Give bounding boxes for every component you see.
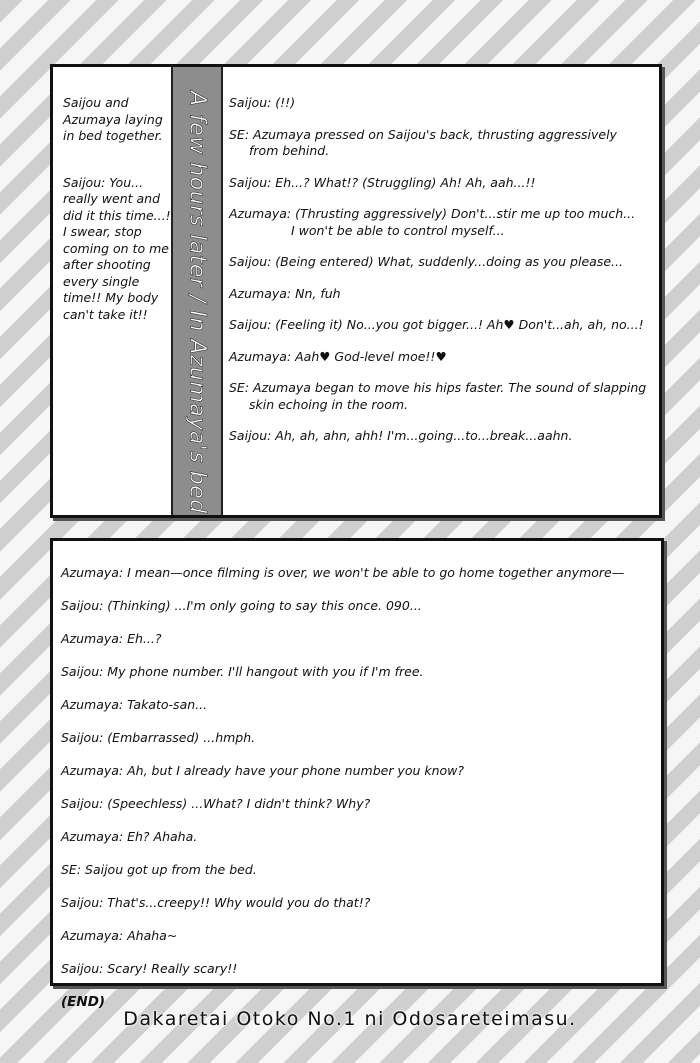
dialogue-line: Azumaya: Eh? Ahaha. bbox=[61, 829, 198, 844]
series-title: Dakaretai Otoko No.1 ni Odosareteimasu. bbox=[123, 1008, 577, 1030]
dialogue-line: Azumaya: Aah♥ God-level moe!!♥ bbox=[229, 348, 447, 364]
dialogue-line: Saijou: (Embarrassed) ...hmph. bbox=[61, 730, 256, 745]
dialogue-line: Azumaya: Ah, but I already have your phone number you know? bbox=[61, 763, 465, 778]
scene-caption: A few hours later / In Azumaya's bed bbox=[184, 91, 210, 514]
dialogue-line: Saijou: That's...creepy!! Why would you do that!? bbox=[61, 895, 371, 910]
dialogue-line: Saijou: (Thinking) ...I'm only going to say this once. 090... bbox=[61, 598, 422, 613]
scene-note: Saijou and Azumaya laying in bed together. bbox=[63, 95, 163, 143]
scene-caption-band bbox=[171, 67, 223, 515]
dialogue-line: Saijou: (Feeling it) No...you got bigger...! Ah♥ Don't...ah, ah, no...! bbox=[229, 317, 644, 332]
scene-dialogue-note: Saijou: You... really went and did it this time...! I swear, stop coming on to me after shooting every single time!! My body can't take it!! bbox=[63, 174, 171, 322]
dialogue-line: Azumaya: Takato-san... bbox=[61, 697, 208, 712]
dialogue-line: Azumaya: Eh...? bbox=[61, 631, 162, 646]
top-dialogue-column bbox=[229, 95, 653, 460]
dialogue-line: Saijou: My phone number. I'll hangout with you if I'm free. bbox=[61, 664, 424, 679]
dialogue-line: Saijou: Ah, ah, ahn, ahh! I'm...going...to...break...aahn. bbox=[229, 428, 573, 443]
dialogue-line: Saijou: (Speechless) ...What? I didn't think? Why? bbox=[61, 796, 371, 811]
dialogue-line: Saijou: (!!) bbox=[229, 95, 296, 110]
dialogue-line: Saijou: Scary! Really scary!! bbox=[61, 961, 238, 976]
dialogue-line: Saijou: Eh...? What!? (Struggling) Ah! Ah, aah...!! bbox=[229, 174, 536, 190]
dialogue-line: SE: Azumaya began to move his hips faster. The sound of slapping skin echoing in the room. bbox=[229, 380, 647, 412]
bottom-dialogue-column bbox=[61, 565, 651, 1027]
dialogue-line: Azumaya: I mean—once filming is over, we won't be able to go home together anymore— bbox=[61, 565, 625, 580]
dialogue-line: SE: Azumaya pressed on Saijou's back, thrusting aggressively from behind. bbox=[229, 126, 617, 158]
dialogue-line: Azumaya: (Thrusting aggressively) Don't...stir me up too much... I won't be able to control myself... bbox=[229, 206, 636, 238]
dialogue-line: Saijou: (Being entered) What, suddenly...doing as you please... bbox=[229, 254, 623, 269]
left-notes-column bbox=[63, 95, 171, 353]
dialogue-line: SE: Saijou got up from the bed. bbox=[61, 862, 257, 877]
end-marker: (END) bbox=[61, 994, 106, 1010]
top-script-panel bbox=[50, 64, 662, 518]
bottom-script-panel bbox=[50, 538, 664, 1010]
dialogue-line: Azumaya: Nn, fuh bbox=[229, 285, 341, 301]
dialogue-line: Azumaya: Ahaha~ bbox=[61, 928, 178, 943]
